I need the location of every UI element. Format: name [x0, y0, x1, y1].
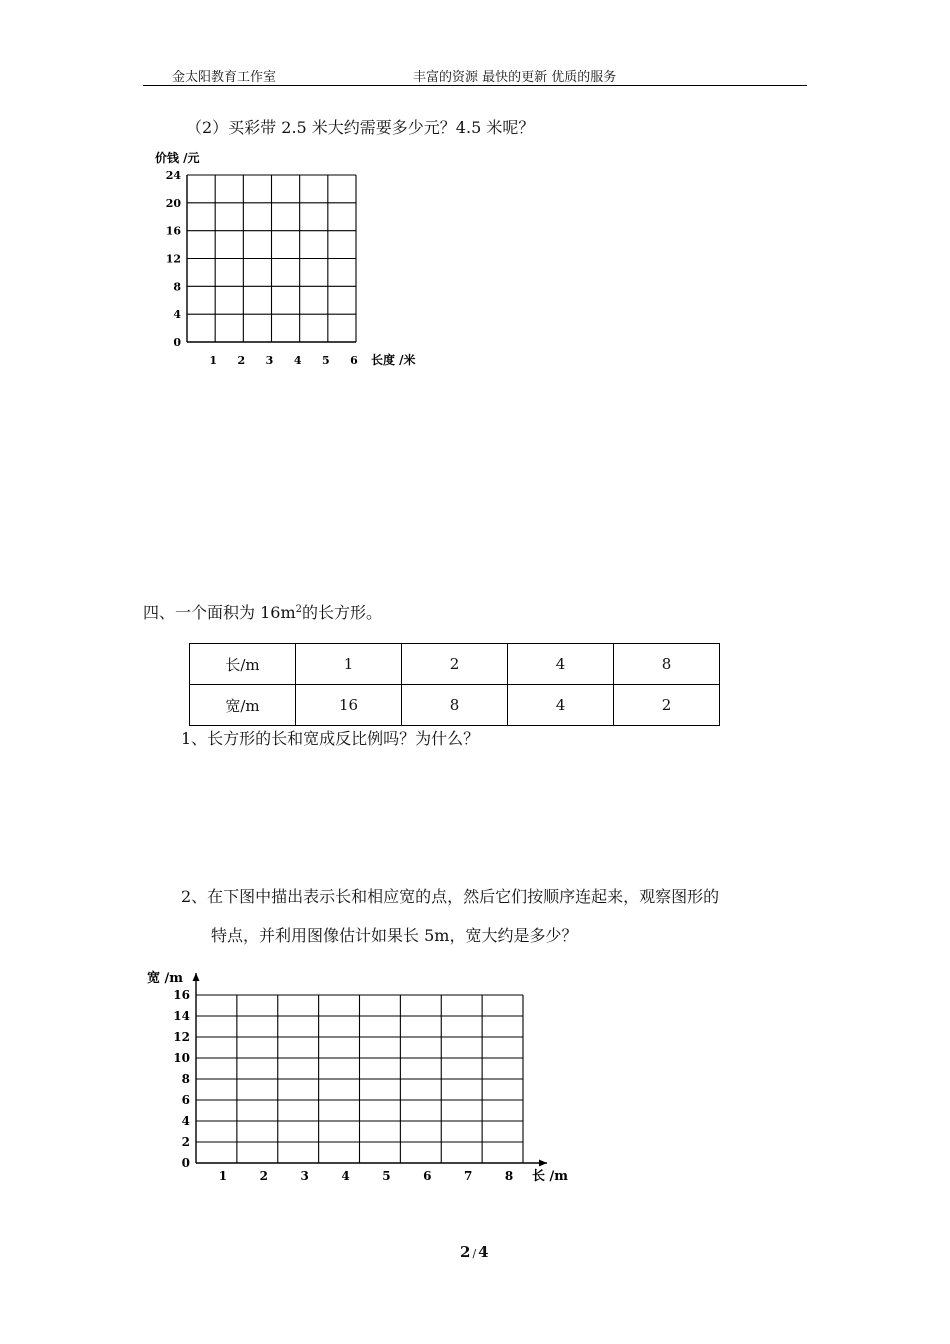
y-tick-label: 10 — [173, 1051, 190, 1065]
question-4-2-line-2: 特点，并利用图像估计如果长 5m，宽大约是多少？ — [211, 926, 578, 945]
table-cell: 8 — [402, 685, 508, 726]
header-rule — [143, 85, 807, 86]
y-axis-arrow-icon — [193, 973, 200, 981]
page-current: 2 — [460, 1243, 471, 1261]
page-number — [460, 1243, 489, 1261]
x-tick-label: 5 — [382, 1169, 391, 1183]
x-axis-arrow-icon — [539, 1160, 547, 1167]
question-2-text: （2）买彩带 2.5 米大约需要多少元？4.5 米呢？ — [186, 118, 535, 137]
y-tick-label: 6 — [181, 1093, 190, 1107]
y-tick-label: 12 — [173, 1030, 190, 1044]
x-tick-label: 6 — [350, 354, 358, 367]
x-tick-label: 4 — [293, 354, 302, 367]
y-tick-label: 8 — [173, 280, 181, 294]
price-length-chart — [150, 145, 440, 375]
x-tick-label: 1 — [218, 1169, 228, 1183]
section-4-title-suffix: 的长方形。 — [302, 603, 383, 622]
y-tick-label: 12 — [165, 252, 181, 266]
table-row — [190, 685, 720, 726]
section-4-title-prefix: 四、一个面积为 16m — [143, 603, 296, 622]
question-4-2-line-1: 2、在下图中描出表示长和相应宽的点，然后它们按顺序连起来，观察图形的 — [181, 887, 720, 906]
table-cell: 4 — [508, 685, 614, 726]
table-cell: 1 — [296, 644, 402, 685]
y-tick-label: 2 — [181, 1135, 190, 1149]
y-axis-title: 宽 /m — [147, 971, 184, 986]
table-cell: 16 — [296, 685, 402, 726]
x-tick-label: 2 — [237, 354, 246, 367]
table-cell: 2 — [402, 644, 508, 685]
y-tick-label: 0 — [173, 336, 181, 349]
x-axis-title: 长度 /米 — [371, 353, 416, 367]
x-tick-label: 4 — [341, 1169, 350, 1183]
y-tick-label: 16 — [165, 224, 181, 238]
y-tick-label: 24 — [165, 169, 181, 182]
table-cell: 4 — [508, 644, 614, 685]
width-length-chart — [140, 962, 590, 1192]
table-row-label: 宽/m — [190, 685, 296, 726]
x-tick-label: 1 — [209, 354, 217, 367]
y-tick-label: 8 — [181, 1072, 190, 1086]
header-right-text: 丰富的资源 最快的更新 优质的服务 — [413, 70, 617, 85]
page-separator: / — [472, 1247, 477, 1260]
section-4-title-sup: 2 — [295, 604, 302, 615]
y-axis-title: 价钱 /元 — [155, 151, 200, 165]
x-tick-label: 7 — [463, 1169, 473, 1183]
section-4-title — [143, 603, 382, 623]
y-tick-label: 16 — [173, 988, 190, 1002]
question-4-1-text: 1、长方形的长和宽成反比例吗？为什么？ — [181, 729, 480, 748]
x-tick-label: 3 — [265, 354, 274, 367]
x-tick-label: 2 — [259, 1169, 268, 1183]
length-width-table — [189, 643, 720, 726]
x-tick-label: 5 — [322, 354, 330, 367]
table-cell: 8 — [614, 644, 720, 685]
y-tick-label: 4 — [181, 1114, 190, 1128]
x-tick-label: 8 — [504, 1169, 514, 1183]
x-tick-label: 6 — [423, 1169, 432, 1183]
header-left-text: 金太阳教育工作室 — [172, 70, 277, 85]
table-row-label: 长/m — [190, 644, 296, 685]
x-axis-title: 长 /m — [532, 1169, 569, 1184]
table-row — [190, 644, 720, 685]
page-total: 4 — [478, 1243, 489, 1261]
table-cell: 2 — [614, 685, 720, 726]
x-tick-label: 3 — [300, 1169, 309, 1183]
y-tick-label: 0 — [181, 1156, 190, 1170]
y-tick-label: 20 — [165, 196, 181, 210]
y-tick-label: 14 — [173, 1009, 190, 1023]
y-tick-label: 4 — [173, 308, 181, 322]
